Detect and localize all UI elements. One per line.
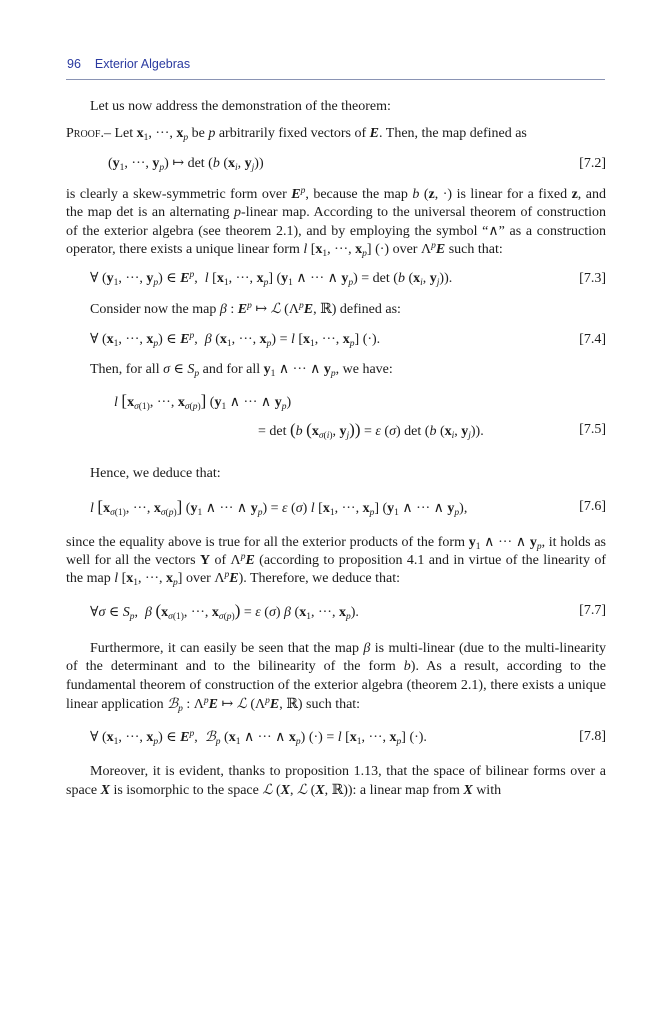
equation-tag: [7.2] xyxy=(579,155,606,171)
equation-7-5-line1: l [$x_{\sigma(1)}$, ···, $x_{\sigma(p)}$] ($y_1$ ∧ ··· ∧ $y_p$) xyxy=(114,391,292,413)
equation-7-4: ∀ ($x_1$, ···, $x_p$) ∈ $E^p$, β ($x_1$, ···, $x_p) = l$ [$x_1$, ···, $x_p$] (·). [7.4] xyxy=(90,330,606,349)
paragraph-consider-map: Consider now the map β : $E^p$ ↦ ℒ ($\Lambda^pE$, ℝ) defined as: xyxy=(90,301,401,318)
header-rule xyxy=(66,79,605,80)
equation-tag: [7.5] xyxy=(579,422,606,438)
paragraph-proof-start: Proof.– Let $x_1$, ···, $x_p$ be p arbitrarily fixed vectors of E. Then, the map defined as xyxy=(66,126,527,144)
equation-tag: [7.3] xyxy=(579,271,606,287)
page-body xyxy=(66,98,606,800)
running-title: Exterior Algebras xyxy=(94,57,191,71)
paragraph-furthermore: Furthermore, it can easily be seen that the map β is multi-linear (due to the multi-linearity of the determinant and to the bilinearity of the form b). As a result, according to the fundamental theorem of construction of the exterior algebra (theorem 2.1), there exists a unique linear application ℬ$_p$ : $\Lambda^pE$ ↦ ℒ ($\Lambda^pE$, ℝ) such that: xyxy=(66,640,607,715)
equation-tag: [7.8] xyxy=(579,728,606,744)
paragraph-hence: Hence, we deduce that: xyxy=(90,466,221,482)
paragraph-skew-symmetric: is clearly a skew-symmetric form over $E^p$, because the map b (z, ·) is linear for a fixed z, and the map det is an alternating p-linear map. According to the universal theorem of construction of the exterior algebra (see theorem 2.1), and by employing the symbol “∧” as a construction operator, there exists a unique linear form l [$x_1$, ···, $x_p$] (·) over $\Lambda^pE$ such that: xyxy=(66,185,607,260)
equation-7-3: ∀ ($y_1$, ···, $y_p$) ∈ $E^p$, l [$x_1$, ···, $x_p$] ($y_1$ ∧ ··· ∧ $y_p) = \det (b$ ($x_i$, $y_j$)). [7.3] xyxy=(90,270,606,289)
paragraph-moreover: Moreover, it is evident, thanks to proposition 1.13, that the space of bilinear forms over a space X is isomorphic to the space ℒ (X, ℒ (X, ℝ)): a linear map from X with xyxy=(66,763,606,798)
equation-tag: [7.7] xyxy=(579,602,606,618)
paragraph-for-all-sigma: Then, for all σ ∈ $S_p$ and for all $y_1$ ∧ ··· ∧ $y_p$, we have: xyxy=(90,361,393,379)
paragraph-since-equality: since the equality above is true for all the exterior products of the form $y_1$ ∧ ··· ∧ $y_p$, it holds as well for all the vectors Y of $\Lambda^pE$ (according to proposition 4.1 and in virtue of the linearity of the map l [$x_1$, ···, $x_p$] over $\Lambda^pE$). Therefore, we deduce that: xyxy=(66,534,607,589)
proof-label: Proof.– xyxy=(66,126,111,142)
equation-7-8: ∀ ($x_1$, ···, $x_p$) ∈ $E^p$, ℬ$_p$ ($x_1$ ∧ ··· ∧ $x_p$) (·) = l [$x_1$, ···, $x_p$] (·). [7.8] xyxy=(90,728,606,747)
equation-7-5: = det (b ($x_{\sigma(i)}$, $y_j)) = \varepsilon$ (σ) det (b ($x_i$, $y_j$)). [7.5] xyxy=(258,420,606,442)
equation-7-6: l [$x_{\sigma(1)}$, ···, $x_{\sigma(p)}$] ($y_1$ ∧ ··· ∧ $y_p) = \varepsilon$ (σ) l [$x_1$, ···, $x_p$] ($y_1$ ∧ ··· ∧ $y_p$), [7.6] xyxy=(90,496,606,518)
paragraph-intro: Let us now address the demonstration of the theorem: xyxy=(90,99,391,114)
equation-7-7: ∀σ ∈ $S_p$, β ($x_{\sigma(1)}$, ···, $x_{\sigma(p)}) = \varepsilon$ (σ) β ($x_1$, ···, $x_p$). [7.7] xyxy=(90,600,606,622)
running-header xyxy=(67,57,190,71)
equation-tag: [7.6] xyxy=(579,498,606,514)
equation-tag: [7.4] xyxy=(579,331,606,347)
page-number: 96 xyxy=(67,57,81,71)
equation-7-2: ($y_1$, ···, $y_p$) ↦ det (b ($x_i$, $y_j$)) [7.2] xyxy=(108,155,606,173)
